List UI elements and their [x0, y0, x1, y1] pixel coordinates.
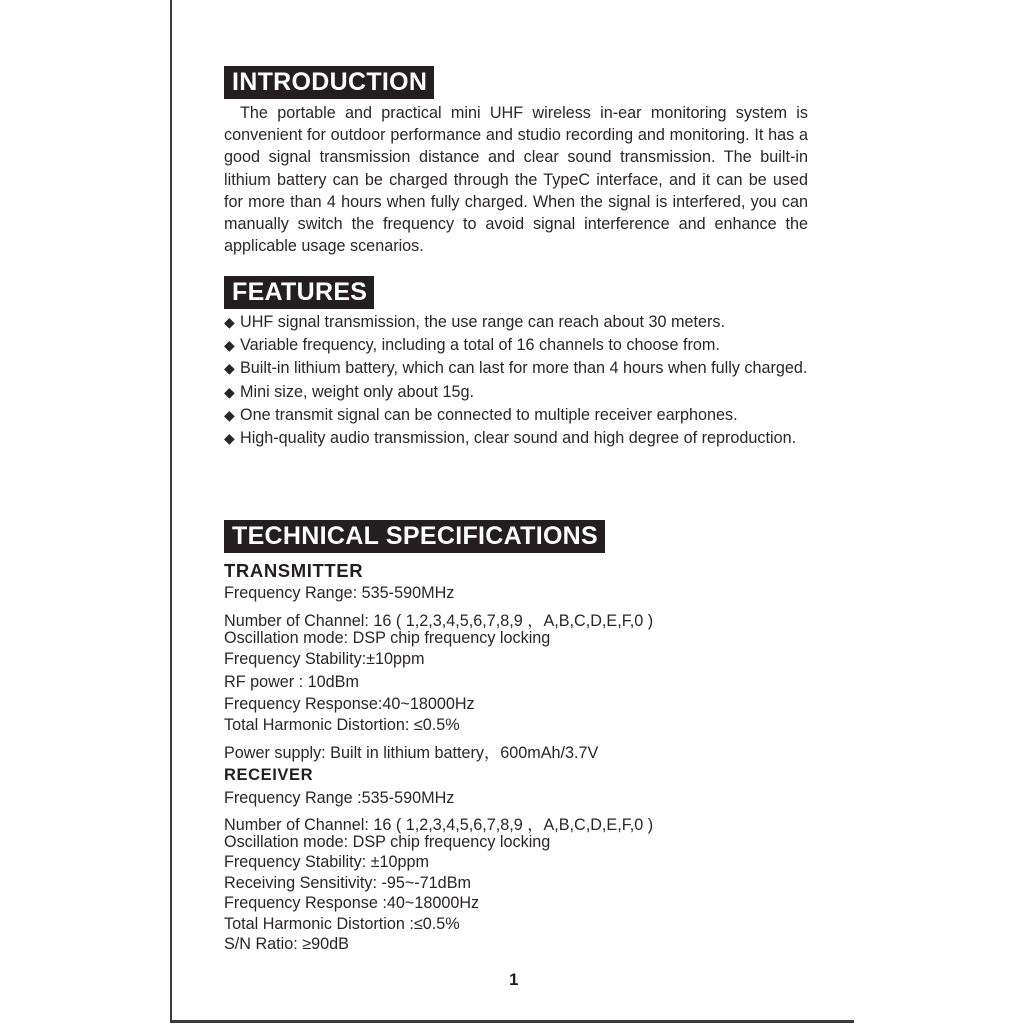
spec-item: Frequency Response :40~18000Hz: [224, 894, 480, 912]
page-border-left: [170, 0, 172, 1022]
feature-item: [224, 311, 808, 334]
spec-item: Oscillation mode: DSP chip frequency locking: [224, 833, 551, 851]
feature-text: One transmit signal can be connected to multiple receiver earphones.: [240, 405, 738, 424]
feature-item: [224, 427, 808, 450]
feature-text: Built-in lithium battery, which can last for more than 4 hours when fully charged.: [240, 359, 808, 378]
feature-item: [224, 404, 808, 427]
spec-item: Number of Channel: 16 ( 1,2,3,4,5,6,7,8,9 ，A,B,C,D,E,F,0 ): [224, 612, 654, 630]
feature-text: High-quality audio transmission, clear sound and high degree of reproduction.: [240, 429, 797, 448]
spec-item: Oscillation mode: DSP chip frequency locking: [224, 629, 551, 647]
diamond-bullet-icon: ◆: [224, 314, 235, 330]
diamond-bullet-icon: ◆: [224, 430, 235, 447]
introduction-body: The portable and practical mini UHF wireless in-ear monitoring system is convenient for outdoor performance and studio recording and monitoring. It has a good signal transmission distance and clear sound transmission. The built-in lithium battery can be charged through the TypeC interface, and it can be used for more than 4 hours when fully charged. When the signal is interfered, you can manually switch the frequency to avoid signal interference and enhance the applicable usage scenarios.: [224, 104, 808, 256]
spec-item: Frequency Response:40~18000Hz: [224, 695, 475, 713]
spec-item: S/N Ratio: ≥90dB: [224, 935, 349, 953]
feature-item: [224, 357, 808, 380]
feature-text: Variable frequency, including a total of 16 channels to choose from.: [240, 336, 720, 355]
feature-text: UHF signal transmission, the use range can reach about 30 meters.: [240, 313, 725, 331]
spec-item: Frequency Range: 535-590MHz: [224, 584, 455, 602]
feature-item: [224, 381, 808, 404]
spec-item: Number of Channel: 16 ( 1,2,3,4,5,6,7,8,9 ，A,B,C,D,E,F,0 ): [224, 816, 654, 834]
spec-item: Total Harmonic Distortion :≤0.5%: [224, 915, 460, 933]
feature-text: Mini size, weight only about 15g.: [240, 382, 474, 401]
spec-item: Total Harmonic Distortion: ≤0.5%: [224, 716, 460, 734]
receiver-heading: RECEIVER: [224, 766, 314, 784]
diamond-bullet-icon: ◆: [224, 360, 235, 377]
spec-item: RF power : 10dBm: [224, 673, 359, 691]
features-list: [224, 311, 808, 450]
diamond-bullet-icon: ◆: [224, 337, 235, 354]
spec-item: Frequency Range :535-590MHz: [224, 789, 455, 807]
diamond-bullet-icon: ◆: [224, 406, 235, 423]
diamond-bullet-icon: ◆: [224, 383, 235, 400]
features-heading: FEATURES: [224, 276, 374, 309]
spec-item: Frequency Stability: ±10ppm: [224, 853, 430, 871]
spec-item: Frequency Stability:±10ppm: [224, 650, 425, 668]
page-border-bottom: [170, 1020, 854, 1023]
transmitter-heading: TRANSMITTER: [224, 560, 364, 581]
spec-item: Receiving Sensitivity: -95~-71dBm: [224, 874, 471, 892]
technical-specifications-heading: TECHNICAL SPECIFICATIONS: [224, 520, 605, 553]
feature-item: [224, 334, 808, 357]
spec-item: Power supply: Built in lithium battery，600mAh/3.7V: [224, 744, 599, 762]
introduction-heading: INTRODUCTION: [224, 66, 434, 99]
page-number: 1: [509, 970, 519, 989]
